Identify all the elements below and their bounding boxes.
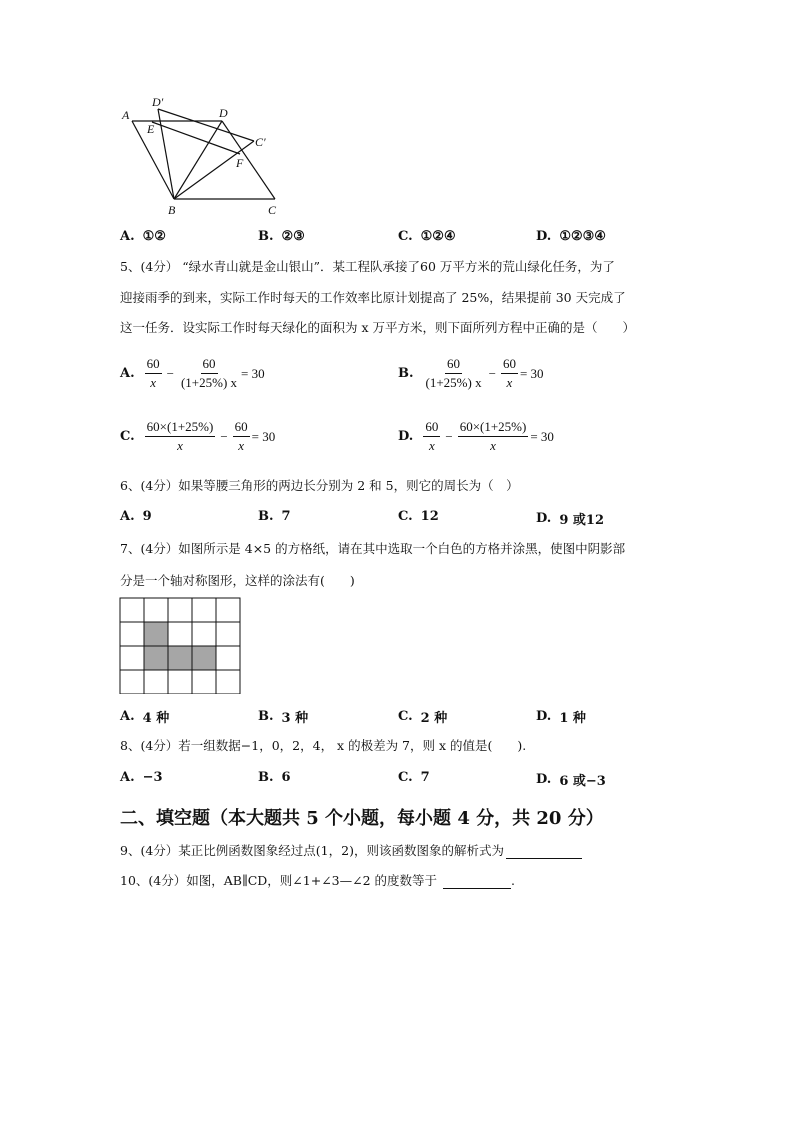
- grid-cell: [168, 598, 192, 622]
- label-B: B: [168, 203, 176, 217]
- q7-option-b[interactable]: B. 3 种: [258, 709, 309, 726]
- grid-cell: [216, 598, 240, 622]
- grid-cell: [216, 670, 240, 694]
- label-A: A: [122, 108, 130, 122]
- q7-option-d[interactable]: D. 1 种: [536, 709, 586, 726]
- q7-text-line-2: 分是一个轴对称图形，这样的涂法有( ): [120, 573, 355, 588]
- q6-text: 6、(4分）如果等腰三角形的两边长分别为 2 和 5，则它的周长为（ ）: [120, 478, 519, 493]
- q8-option-b[interactable]: B. 6: [258, 770, 291, 785]
- q8-text: 8、(4分）若一组数据−1，0，2，4， x 的极差为 7，则 x 的值是( ).: [120, 738, 527, 753]
- q4-option-a[interactable]: A. ①②: [120, 229, 166, 244]
- label-C: C: [268, 203, 277, 217]
- q9-text: 9、(4分）某正比例函数图象经过点(1，2)，则该函数图象的解析式为: [120, 843, 504, 858]
- grid-cell: [120, 670, 144, 694]
- q9-row: [120, 843, 582, 859]
- q4-option-c[interactable]: C. ①②④: [398, 229, 456, 244]
- grid-cell-shaded: [168, 646, 192, 670]
- q6-option-a[interactable]: A. 9: [120, 509, 152, 524]
- grid-figure-q7: [119, 597, 241, 694]
- grid-cell: [216, 622, 240, 646]
- q5-option-d[interactable]: D. $\frac{60}{x}$ − $\frac{60\times(1+25\%)}{x}$ = 30: [398, 419, 554, 453]
- geometry-figure-q4: [118, 92, 298, 222]
- q7-option-a[interactable]: A. 4 种: [120, 709, 170, 726]
- q9-answer-blank[interactable]: [506, 846, 582, 859]
- equation-a: $\frac{60}{x}$ − $\frac{60}{(1+25\%) x}$ = 30: [146, 356, 265, 390]
- label-D: D: [219, 106, 228, 120]
- q5-option-b[interactable]: B. $\frac{60}{(1+25\%) x}$ − $\frac{60}{x}$ = 30: [398, 356, 544, 390]
- grid-cell: [144, 670, 168, 694]
- q5-text-line-1: 5、(4分） “绿水青山就是金山银山”．某工程队承接了60 万平方米的荒山绿化任务，为了: [120, 259, 615, 274]
- grid-cell: [120, 646, 144, 670]
- q6-option-d[interactable]: D. 9 或12: [536, 511, 605, 528]
- q8-option-d[interactable]: D. 6 或−3: [536, 772, 606, 789]
- equation-c: $\frac{60\times(1+25\%)}{x}$ − $\frac{60}{x}$ = 30: [146, 419, 276, 453]
- q6-option-b[interactable]: B. 7: [258, 509, 291, 524]
- grid-cell: [168, 670, 192, 694]
- equation-d: $\frac{60}{x}$ − $\frac{60\times(1+25\%)}{x}$ = 30: [425, 419, 554, 453]
- grid-cell: [120, 622, 144, 646]
- q10-answer-blank[interactable]: [443, 876, 511, 889]
- grid-cell-shaded: [192, 646, 216, 670]
- grid-cell: [216, 646, 240, 670]
- q8-option-c[interactable]: C. 7: [398, 770, 430, 785]
- q7-text-line-1: 7、(4分）如图所示是 4×5 的方格纸，请在其中选取一个白色的方格并涂黑，使图中阴影部: [120, 541, 626, 556]
- grid-cell-shaded: [144, 622, 168, 646]
- grid-cell-shaded: [144, 646, 168, 670]
- q5-text-line-2: 迎接雨季的到来，实际工作时每天的工作效率比原计划提高了 25%，结果提前 30 天完成了: [120, 290, 626, 305]
- grid-cell: [192, 670, 216, 694]
- q4-option-b[interactable]: B. ②③: [258, 229, 305, 244]
- grid-cell: [120, 598, 144, 622]
- section-title-fill-in: 二、填空题（本大题共 5 个小题，每小题 4 分，共 20 分）: [120, 808, 604, 829]
- label-C1: C′: [255, 135, 266, 149]
- grid-cell: [168, 622, 192, 646]
- q10-row: [120, 873, 515, 889]
- segment-BC1: [174, 141, 254, 199]
- segment-BD1: [158, 109, 174, 199]
- equation-b: $\frac{60}{(1+25\%) x}$ − $\frac{60}{x}$ = 30: [425, 356, 544, 390]
- label-D1: D′: [152, 95, 164, 109]
- grid-cell: [192, 622, 216, 646]
- q10-text: 10、(4分）如图，AB∥CD，则∠1+∠3—∠2 的度数等于: [120, 873, 438, 888]
- q6-option-c[interactable]: C. 12: [398, 509, 439, 524]
- label-F: F: [236, 156, 244, 170]
- q8-option-a[interactable]: A. −3: [120, 770, 163, 785]
- q7-option-c[interactable]: C. 2 种: [398, 709, 448, 726]
- q10-end: .: [511, 873, 516, 888]
- q4-option-d[interactable]: D. ①②③④: [536, 229, 606, 244]
- q5-option-a[interactable]: A. $\frac{60}{x}$ − $\frac{60}{(1+25\%) x}$ = 30: [120, 356, 265, 390]
- segment-D1C1: [158, 109, 254, 141]
- label-E: E: [147, 122, 155, 136]
- q5-text-line-3: 这一任务．设实际工作时每天绿化的面积为 x 万平方米，则下面所列方程中正确的是（ ）: [120, 320, 635, 335]
- q5-option-c[interactable]: C. $\frac{60\times(1+25\%)}{x}$ − $\frac{60}{x}$ = 30: [120, 419, 276, 453]
- grid-cell: [144, 598, 168, 622]
- grid-cell: [192, 598, 216, 622]
